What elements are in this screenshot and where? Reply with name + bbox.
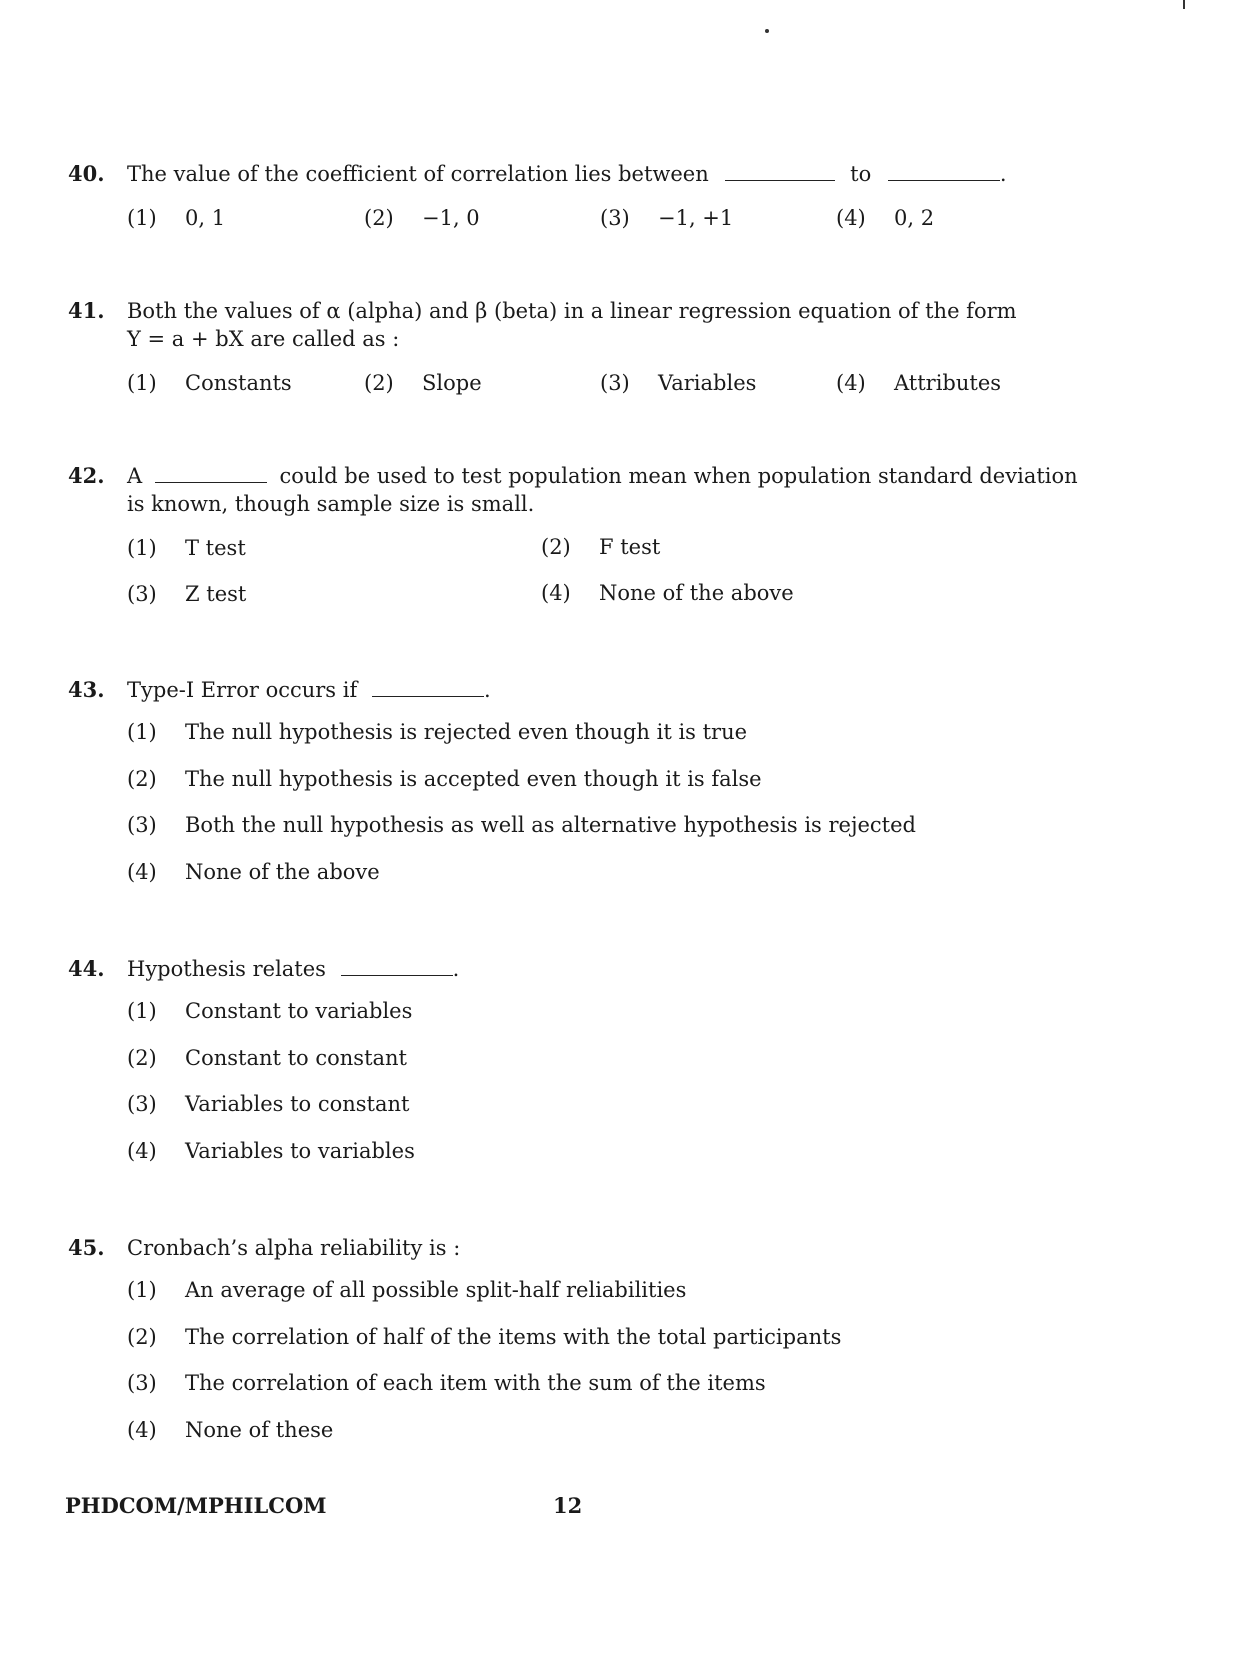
option-2[interactable]: (2) The null hypothesis is accepted even though it is false xyxy=(127,766,762,791)
question-stem-line-2: Y = a + bX are called as : xyxy=(127,327,400,351)
question-number: 42. xyxy=(68,463,105,488)
question-stem: Hypothesis relates xyxy=(127,957,326,981)
option-3[interactable]: (3) The correlation of each item with the sum of the items xyxy=(127,1371,766,1395)
option-1[interactable]: (1) 0, 1 xyxy=(127,206,226,230)
option-4[interactable]: (4) None of the above xyxy=(127,859,380,884)
question-stem: Cronbach’s alpha reliability is : xyxy=(127,1236,461,1260)
option-4[interactable]: (4) None of these xyxy=(127,1417,334,1442)
option-3[interactable]: (3) Z test xyxy=(127,582,247,606)
option-1[interactable]: (1) Constant to variables xyxy=(127,999,413,1023)
option-4[interactable]: (4) Attributes xyxy=(836,371,1002,395)
option-2[interactable]: (2) The correlation of half of the items with the total participants xyxy=(127,1324,842,1349)
question-text: The value of the coefficient of correlation lies between to . xyxy=(127,162,1007,186)
scan-mark xyxy=(1183,0,1185,9)
option-3[interactable]: (3) −1, +1 xyxy=(600,206,734,230)
option-4[interactable]: (4) 0, 2 xyxy=(836,206,935,230)
scan-speck xyxy=(765,29,769,33)
question-stem: The value of the coefficient of correlation lies between xyxy=(127,162,709,186)
option-1[interactable]: (1) The null hypothesis is rejected even though it is true xyxy=(127,720,748,744)
options-row xyxy=(68,369,1078,399)
option-3[interactable]: (3) Variables to constant xyxy=(127,1092,410,1116)
options-list xyxy=(68,718,1078,904)
footer-page-number: 12 xyxy=(553,1493,583,1518)
option-3[interactable]: (3) Both the null hypothesis as well as alternative hypothesis is rejected xyxy=(127,813,916,837)
answer-blank xyxy=(341,957,453,976)
question-text xyxy=(127,1234,1078,1262)
question-45 xyxy=(68,1234,1078,1462)
options-grid xyxy=(68,532,1078,622)
question-stem-line-1: Both the values of α (alpha) and β (beta) in a linear regression equation of the form xyxy=(127,299,1017,323)
answer-blank xyxy=(888,162,1000,181)
question-text xyxy=(127,297,1078,353)
question-text: Hypothesis relates . xyxy=(127,957,460,981)
question-number: 40. xyxy=(68,161,105,186)
question-text xyxy=(127,462,1078,518)
option-2[interactable]: (2) −1, 0 xyxy=(364,206,480,230)
answer-blank xyxy=(725,162,835,181)
option-2[interactable]: (2) Slope xyxy=(364,371,482,395)
question-text: Type-I Error occurs if . xyxy=(127,678,491,702)
question-41 xyxy=(68,297,1078,399)
option-2[interactable]: (2) F test xyxy=(541,535,661,559)
option-1[interactable]: (1) An average of all possible split-half reliabilities xyxy=(127,1278,687,1302)
option-4[interactable]: (4) None of the above xyxy=(541,581,794,605)
question-stem: A xyxy=(127,464,143,488)
question-number: 45. xyxy=(68,1235,105,1260)
question-number: 43. xyxy=(68,677,105,702)
question-number: 41. xyxy=(68,298,105,323)
question-44 xyxy=(68,955,1078,1183)
option-4[interactable]: (4) Variables to variables xyxy=(127,1138,415,1163)
options-list xyxy=(68,1276,1078,1462)
option-1[interactable]: (1) T test xyxy=(127,536,246,560)
question-42 xyxy=(68,462,1078,622)
option-3[interactable]: (3) Variables xyxy=(600,371,757,395)
options-row xyxy=(68,204,1078,234)
question-40 xyxy=(68,160,1078,234)
question-stem-line-2: is known, though sample size is small. xyxy=(127,492,535,516)
question-connector: to xyxy=(850,162,872,186)
question-stem: Type-I Error occurs if xyxy=(127,678,358,702)
option-2[interactable]: (2) Constant to constant xyxy=(127,1045,407,1070)
answer-blank xyxy=(372,678,484,697)
footer-course-code: PHDCOM/MPHILCOM xyxy=(65,1493,327,1518)
options-list xyxy=(68,997,1078,1183)
question-43 xyxy=(68,676,1078,904)
question-number: 44. xyxy=(68,956,105,981)
option-1[interactable]: (1) Constants xyxy=(127,371,292,395)
question-stem-continued: could be used to test population mean when population standard deviation xyxy=(279,464,1078,488)
answer-blank xyxy=(155,464,267,483)
